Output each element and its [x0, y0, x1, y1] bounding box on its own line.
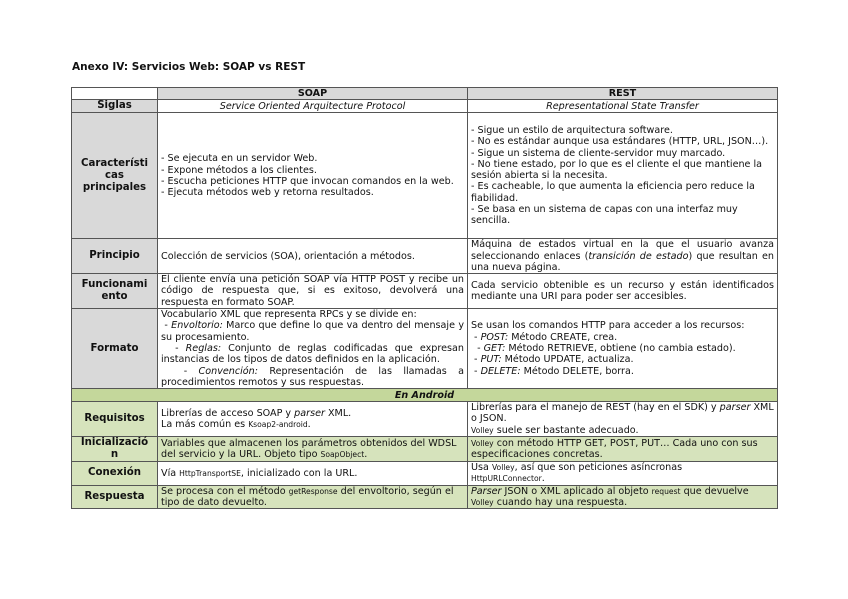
list-item: - Envoltorio: Marco que define lo que va dentro del mensaje y su procesamiento.	[161, 320, 464, 343]
row-inicializacion	[72, 437, 778, 462]
respuesta-soap: Se procesa con el método getResponse del envoltorio, según el tipo de dato devuelto.	[158, 485, 468, 509]
caracteristicas-soap	[158, 113, 468, 239]
list-item: - Sigue un sistema de cliente-servidor muy marcado.	[471, 147, 726, 159]
list-item: - GET: Método RETRIEVE, obtiene (no cambia estado).	[471, 342, 736, 354]
formato-rest: Se usan los comandos HTTP para acceder a los recursos: - POST: Método CREATE, crea. - GET: Método RETRIEVE, obtiene (no cambia estado). - PUT: Método UPDATE, actualiza. - DELETE: Método DELETE, borra.	[468, 309, 778, 389]
list-item: - Reglas: Conjunto de reglas codificadas que expresan instancias de los tipos de datos definidos en la aplicación.	[161, 342, 464, 366]
conexion-soap: Vía HttpTransportSE, inicializado con la URL.	[158, 462, 468, 486]
list-item: - Es cacheable, lo que aumenta la eficiencia pero reduce la fiabilidad.	[471, 181, 755, 204]
label-formato: Formato	[72, 309, 158, 389]
inicializacion-rest: Volley con método HTTP GET, POST, PUT… Cada uno con sus especificaciones concretas.	[468, 437, 778, 462]
row-android	[72, 389, 778, 402]
principio-soap: Colección de servicios (SOA), orientación a métodos.	[158, 239, 468, 274]
list-item: - No es estándar aunque usa estándares (HTTP, URL, JSON…).	[471, 136, 769, 148]
list-item: - Expone métodos a los clientes.	[161, 164, 317, 176]
requisitos-soap: Librerías de acceso SOAP y parser XML. La más común es Ksoap2-android.	[158, 402, 468, 437]
funcionamiento-soap: El cliente envía una petición SOAP vía HTTP POST y recibe un código de respuesta que, si es exitoso, devolverá una respuesta en formato SOAP.	[158, 274, 468, 309]
list-item: - Convención: Representación de las llamadas a procedimientos remotos y sus respuestas.	[161, 365, 464, 388]
label-funcionamiento: Funcionami ento	[72, 274, 158, 309]
list-item: - Escucha peticiones HTTP que invocan comandos en la web.	[161, 175, 454, 187]
inicializacion-soap: Variables que almacenen los parámetros obtenidos del WDSL del servicio y la URL. Objeto tipo SoapObject.	[158, 437, 468, 462]
row-caracteristicas	[72, 113, 778, 239]
comparison-table	[71, 87, 778, 509]
requisitos-rest: Librerías para el manejo de REST (hay en el SDK) y parser XML o JSON. Volley suele ser bastante adecuado.	[468, 402, 778, 437]
header-empty	[72, 88, 158, 100]
caracteristicas-rest	[468, 113, 778, 239]
page-title: Anexo IV: Servicios Web: SOAP vs REST	[72, 61, 306, 73]
label-inicializacion: Inicializació n	[72, 437, 158, 462]
header-row	[72, 88, 778, 100]
row-respuesta	[72, 485, 778, 509]
label-respuesta: Respuesta	[72, 485, 158, 509]
siglas-rest: Representational State Transfer	[468, 100, 778, 113]
siglas-soap: Service Oriented Arquitecture Protocol	[158, 100, 468, 113]
list-item: - Sigue un estilo de arquitectura software.	[471, 124, 673, 136]
row-formato	[72, 309, 778, 389]
formato-soap: Vocabulario XML que representa RPCs y se divide en: - Envoltorio: Marco que define lo que va dentro del mensaje y su procesamiento. - Reglas: Conjunto de reglas codificadas que expresan instancias de los tipos de datos definidos en la aplicación. - Convención: Representación de las llamadas a procedimientos remotos y sus respuestas.	[158, 309, 468, 389]
list-item: - DELETE: Método DELETE, borra.	[471, 365, 634, 377]
section-android: En Android	[72, 389, 778, 402]
row-principio	[72, 239, 778, 274]
row-conexion	[72, 462, 778, 486]
label-caracteristicas: Característi cas principales	[72, 113, 158, 239]
list-item: - No tiene estado, por lo que es el cliente el que mantiene la sesión abierta si la necesita.	[471, 158, 763, 182]
list-item: - POST: Método CREATE, crea.	[471, 331, 618, 343]
row-requisitos	[72, 402, 778, 437]
row-funcionamiento	[72, 274, 778, 309]
conexion-rest: Usa Volley, así que son peticiones asíncronas HttpURLConnector.	[468, 462, 778, 486]
header-soap: SOAP	[158, 88, 468, 100]
label-siglas: Siglas	[72, 100, 158, 113]
respuesta-rest: Parser JSON o XML aplicado al objeto request que devuelve Volley cuando hay una respuesta.	[468, 485, 778, 509]
label-requisitos: Requisitos	[72, 402, 158, 437]
list-item: - Se ejecuta en un servidor Web.	[161, 153, 318, 165]
header-rest: REST	[468, 88, 778, 100]
principio-rest: Máquina de estados virtual en la que el usuario avanza seleccionando enlaces (transición de estado) que resultan en una nueva página.	[468, 239, 778, 274]
list-item: - PUT: Método UPDATE, actualiza.	[471, 354, 634, 366]
label-principio: Principio	[72, 239, 158, 274]
funcionamiento-rest: Cada servicio obtenible es un recurso y están identificados mediante una URI para poder ser accesibles.	[468, 274, 778, 309]
label-conexion: Conexión	[72, 462, 158, 486]
list-item: - Ejecuta métodos web y retorna resultados.	[161, 187, 374, 199]
row-siglas	[72, 100, 778, 113]
list-item: - Se basa en un sistema de capas con una interfaz muy sencilla.	[471, 204, 738, 227]
